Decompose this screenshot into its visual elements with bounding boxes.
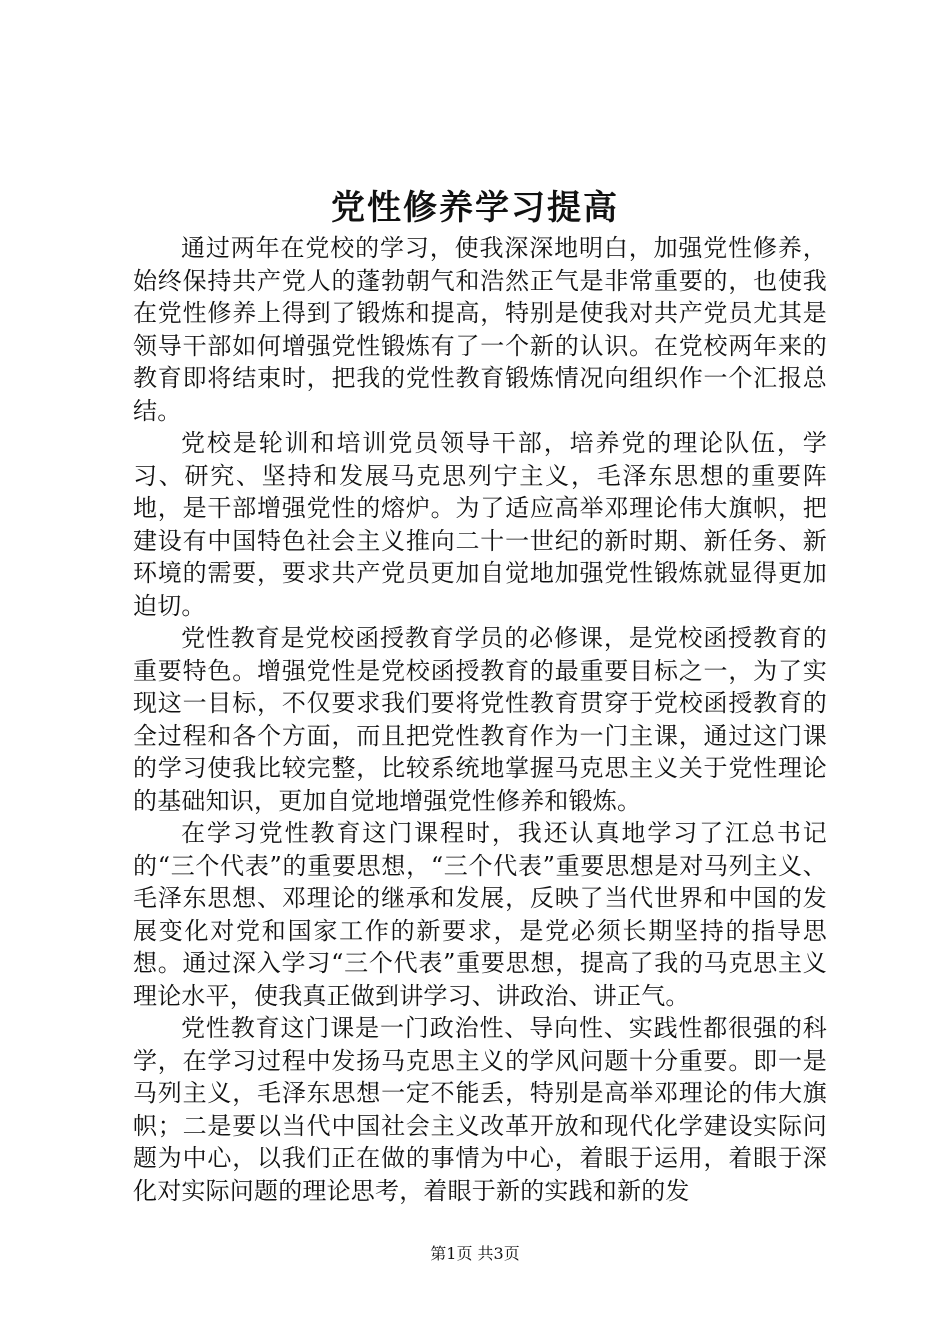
page-number-footer: 第1页 共3页 (430, 1244, 520, 1263)
paragraph-3: 党性教育是党校函授教育学员的必修课，是党校函授教育的重要特色。增强党性是党校函授教育的最重要目标之一，为了实现这一目标，不仅要求我们要将党性教育贯穿于党校函授教育的全过程和各个方面，而且把党性教育作为一门主课，通过这门课的学习使我比较完整，比较系统地掌握马克思主义关于党性理论的基础知识，更加自觉地增强党性修养和锻炼。 (133, 624, 827, 815)
document-body (133, 232, 827, 1207)
paragraph-1: 通过两年在党校的学习，使我深深地明白，加强党性修养，始终保持共产党人的蓬勃朝气和浩然正气是非常重要的，也使我在党性修养上得到了锻炼和提高，特别是使我对共产党员尤其是领导干部如何增强党性锻炼有了一个新的认识。在党校两年来的教育即将结束时，把我的党性教育锻炼情况向组织作一个汇报总结。 (133, 234, 827, 425)
paragraph-5: 党性教育这门课是一门政治性、导向性、实践性都很强的科学，在学习过程中发扬马克思主义的学风问题十分重要。即一是马列主义，毛泽东思想一定不能丢，特别是高举邓理论的伟大旗帜；二是要以当代中国社会主义改革开放和现代化学建设实际问题为中心，以我们正在做的事情为中心，着眼于运用，着眼于深化对实际问题的理论思考，着眼于新的实践和新的发 (133, 1014, 827, 1205)
paragraph-2: 党校是轮训和培训党员领导干部，培养党的理论队伍，学习、研究、坚持和发展马克思列宁主义，毛泽东思想的重要阵地，是干部增强党性的熔炉。为了适应高举邓理论伟大旗帜，把建设有中国特色社会主义推向二十一世纪的新时期、新任务、新环境的需要，要求共产党员更加自觉地加强党性锻炼就显得更加迫切。 (133, 429, 827, 620)
paragraph-4: 在学习党性教育这门课程时，我还认真地学习了江总书记的“三个代表”的重要思想，“三个代表”重要思想是对马列主义、毛泽东思想、邓理论的继承和发展，反映了当代世界和中国的发展变化对党和国家工作的新要求，是党必须长期坚持的指导思想。通过深入学习“三个代表”重要思想，提高了我的马克思主义理论水平，使我真正做到讲学习、讲政治、讲正气。 (133, 819, 827, 1010)
document-title: 党性修养学习提高 (331, 188, 619, 228)
